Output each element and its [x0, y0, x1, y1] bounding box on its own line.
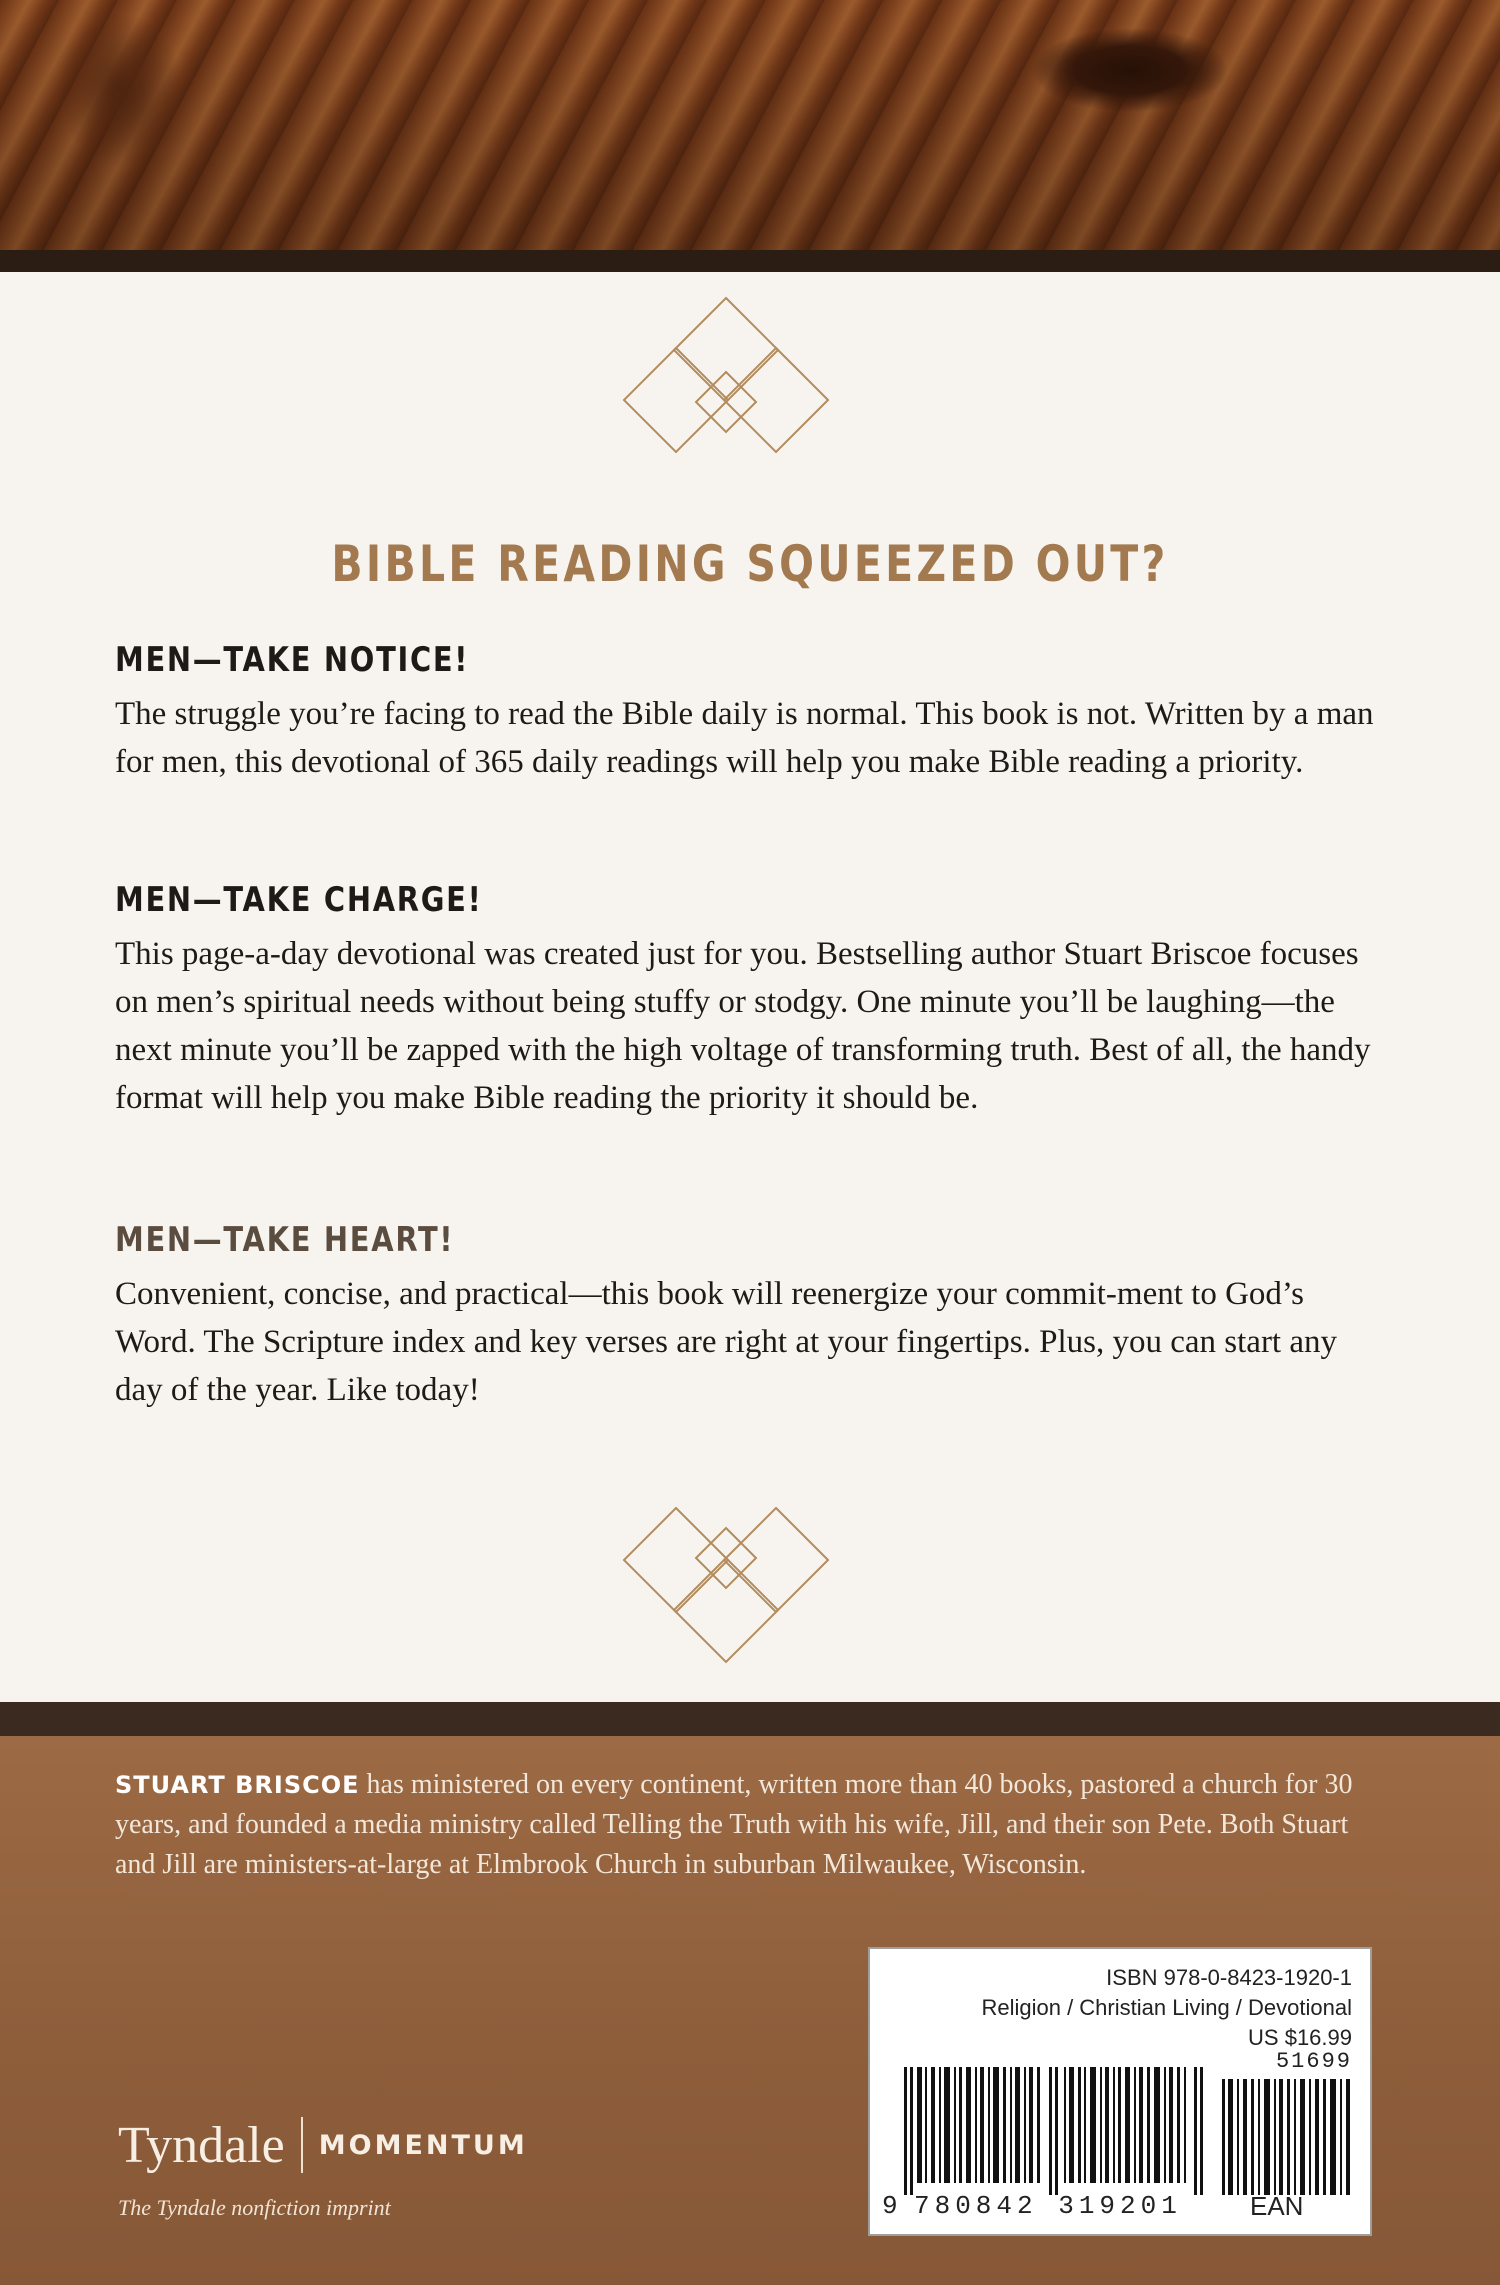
barcode-addon-icon — [1222, 2079, 1352, 2195]
author-bio — [115, 1765, 1395, 1885]
section-take-heart — [115, 1220, 1385, 1414]
logo-divider — [301, 2117, 303, 2173]
section-take-notice — [115, 640, 1385, 786]
diamond-ornament-icon — [596, 1470, 856, 1670]
headline: BIBLE READING SQUEEZED OUT? — [331, 535, 1169, 593]
section-heading: MEN—TAKE NOTICE! — [115, 640, 470, 680]
barcode-main-icon — [904, 2067, 1204, 2195]
section-heading: MEN—TAKE CHARGE! — [115, 880, 483, 920]
section-take-charge — [115, 880, 1385, 1122]
author-name: STUART BRISCOE — [115, 1771, 360, 1799]
barcode-first-digit: 9 — [882, 2191, 898, 2221]
price-code: 51699 — [1275, 2049, 1352, 2074]
isbn: ISBN 978-0-8423-1920-1 — [1106, 1965, 1352, 1990]
section-body: The struggle you’re facing to read the Bible daily is normal. This book is not. Written by a man for men, this devotional of 365 daily readings will help you make Bible reading a priority. — [115, 696, 1374, 780]
barcode-label — [868, 1947, 1372, 2236]
author-bio-text: has ministered on every continent, written more than 40 books, pastored a church for 30 years, and founded a media ministry called Telling the Truth with his wife, Jill, and their son Pete. Both Stuart and Jill are ministers-at-large at Elmbrook Church in suburban Milwaukee, Wisconsin. — [115, 1769, 1353, 1880]
ean-label: EAN — [1250, 2191, 1304, 2221]
section-body: This page-a-day devotional was created just for you. Bestselling author Stuart Briscoe focuses on men’s spiritual needs without being stuffy or stodgy. One minute you’ll be laughing—the next minute you’ll be zapped with the high voltage of transforming truth. Best of all, the handy format will help you make Bible reading the priority it should be. — [115, 936, 1371, 1116]
barcode-digits: 780842 319201 — [914, 2191, 1182, 2221]
imprint-name: MOMENTUM — [318, 2129, 528, 2161]
section-body: Convenient, concise, and practical—this book will reenergize your commit-ment to God’s Word. The Scripture index and key verses are right at your fingertips. Plus, you can start any day of the year. Like today! — [115, 1276, 1337, 1408]
imprint-tagline: The Tyndale nonfiction imprint — [118, 2195, 391, 2220]
diamond-ornament-icon — [596, 290, 856, 490]
publisher-logo — [118, 2115, 528, 2175]
wood-texture-banner — [0, 0, 1500, 250]
section-heading: MEN—TAKE HEART! — [115, 1220, 455, 1260]
bottom-divider-band — [0, 1702, 1500, 1736]
publisher-name: Tyndale — [118, 2116, 285, 2174]
price: US $16.99 — [1248, 2025, 1352, 2050]
category: Religion / Christian Living / Devotional — [981, 1995, 1352, 2020]
top-divider-band — [0, 250, 1500, 272]
